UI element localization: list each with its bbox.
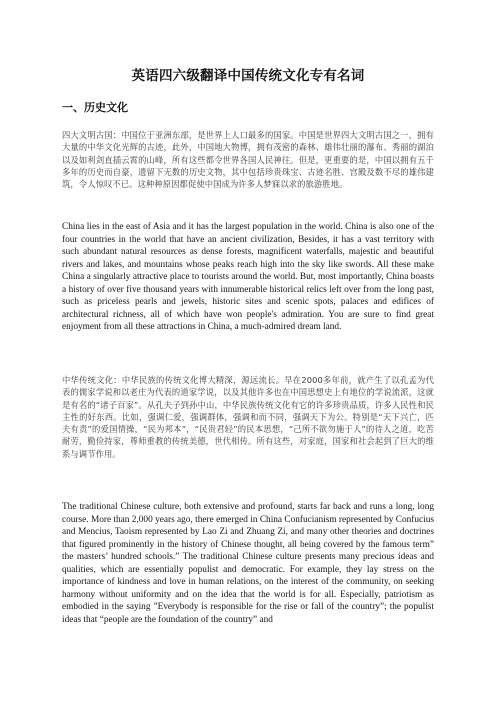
document-title: 英语四六级翻译中国传统文化专有名词 [131, 68, 365, 84]
section-heading-history-culture: 一、历史文化 [62, 101, 128, 114]
paragraph-four-ancient-civilizations-zh: 四大文明古国：中国位于亚洲东部，是世界上人口最多的国家。中国是世界四大文明古国之一，拥有大量的中华文化光辉的古迹，此外，中国地大物博，拥有茂密的森林、雄伟壮丽的瀑布、秀丽的湖泊以及如利剑直插云霄的山峰，所有这些都令世界各国人民神往。但是，更重要的是，中国以拥有五千多年的历史而自豪，遗留下无数的历史文物，其中包括珍贵珠宝、古迹名胜、宫殿及数不尽的雄伟建筑，令人惊叹不已。这种种原因都促使中国成为许多人梦寐以求的旅游胜地。 [62, 130, 434, 190]
paragraph-four-ancient-civilizations-en: China lies in the east of Asia and it has the largest population in the world. China is also one of the four countries in the world that have an ancient civilization, Besides, it has a vast territory with such abundant natural resources as dense forests, magnificent waterfalls, majestic and beautiful rivers and lakes, and mountains whose peaks reach high into the sky like swords. All these make China a singularly attractive place to tourists around the world. But, most importantly, China boasts a history of over five thousand years with innumerable historical relics left over from the long past, such as priceless pearls and jewels, historic sites and scenic spots, palaces and edifices of architectural richness, all of which have won people's admiration. You are sure to find great enjoyment from all these attractions in China, a much-admired dream land. [62, 222, 434, 332]
paragraph-traditional-culture-zh: 中华传统文化：中华民族的传统文化博大精深，源远流长。早在2000多年前，就产生了以孔孟为代表的儒家学说和以老庄为代表的道家学说，以及其他许多也在中国思想史上有地位的学说流派，这就是有名的“诸子百家”。从孔夫子到孙中山，中华民族传统文化有它的许多珍贵品质，许多人民性和民主性的好东西。比如，强调仁爱，强调群体，强调和而不同，强调天下为公。特别是“天下兴亡，匹夫有责”的爱国情操，“民为邦本”，“民贵君轻”的民本思想，“己所不欲勿施于人”的待人之道，吃苦耐劳，勤俭持家，尊师重教的传统美德，世代相传。所有这些，对家庭，国家和社会起到了巨大的维系与调节作用。 [62, 375, 434, 459]
paragraph-traditional-culture-en: The traditional Chinese culture, both extensive and profound, starts far back and runs a long, long course. More than 2,000 years ago, there emerged in China Confucianism represented by Confucius and Mencius, Taoism represented by Lao Zi and Zhuang Zi, and many other theories and doctrines that figured prominently in the history of Chinese thought, all being covered by the famous term” the masters’ hundred schools.” The traditional Chinese culture presents many precious ideas and qualities, which are essentially populist and democratic. For example, they lay stress on the importance of kindness and love in human relations, on the interest of the community, on seeking harmony without uniformity and on the idea that the world is for all. Especially, patriotism as embodied in the saying ”Everybody is responsible for the rise or fall of the country”; the populist ideas that “people are the foundation of the country” and [62, 502, 434, 625]
